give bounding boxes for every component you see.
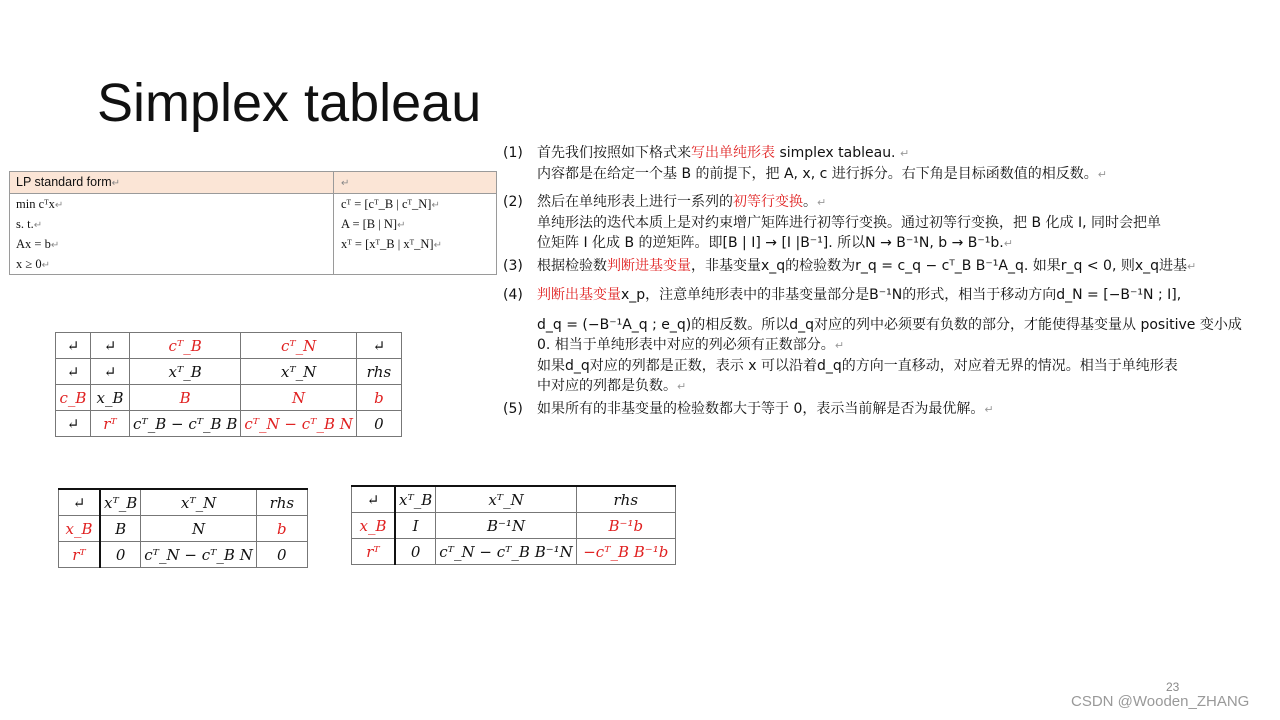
t3-cell: ↵ <box>352 486 396 513</box>
note-3-text: 根据检验数 <box>537 258 607 274</box>
t1-xb-header: xᵀ_B <box>130 359 241 385</box>
note-1-text: 首先我们按照如下格式来 <box>537 145 691 161</box>
t1-reduced-b: cᵀ_B − cᵀ_B B <box>130 411 241 437</box>
lp-box-header-label: LP standard form↵ <box>16 175 121 189</box>
lp-objective: min cᵀx↵ <box>16 197 64 211</box>
lp-box-header-right: ↵ <box>341 178 350 189</box>
t3-zero: 0 <box>395 539 436 565</box>
note-4-number: (4) <box>503 287 523 303</box>
tableau-general <box>55 332 402 437</box>
note-5-text: 如果所有的非基变量的检验数都大于等于 0，表示当前解是否为最优解。 <box>537 401 985 417</box>
note-4: (4) 判断出基变量x_p，注意单纯形表中的非基变量部分是B⁻¹N的形式，相当于移动方向d_N = [−B⁻¹N ; I], d_q = (−B⁻¹A_q ; e_q)的相反数。所以d_q对应的列中必须要有负数的部分，才能使得基变量从 positive 变小成 0. 相当于单纯形表中对应的列必须有正数部分。↵ 如果d_q对应的列都是正数，表示 x 可以沿着d_q的方向一直移动，对应着无界的情况。相当于单纯形表 中对应的列都是负数。↵ <box>503 287 1242 394</box>
t1-cb-label: c_B <box>56 385 91 411</box>
note-1-detail: 内容都是在给定一个基 B 的前提下，把 A, x, c 进行拆分。右下角是目标函数值的相反数。 <box>537 166 1098 182</box>
t2-obj: 0 <box>256 542 307 568</box>
note-3: (3) 根据检验数判断进基变量，非基变量x_q的检验数为r_q = c_q − cᵀ_B B⁻¹A_q. 如果r_q < 0, 则x_q进基↵ <box>503 258 1197 274</box>
lp-x-split: xᵀ = [xᵀ_B | xᵀ_N]↵ <box>341 237 442 251</box>
t1-xn-header: xᵀ_N <box>241 359 357 385</box>
slide-title: Simplex tableau <box>97 73 482 133</box>
lp-box-divider <box>333 172 334 274</box>
t1-cell: ↵ <box>91 359 130 385</box>
lp-standard-form-box <box>9 171 497 275</box>
lp-subject-to: s. t.↵ <box>16 217 43 231</box>
note-1-tail: simplex tableau. <box>775 145 896 161</box>
note-4-detail-2: 0. 相当于单纯形表中对应的列必须有正数部分。 <box>537 337 835 353</box>
t2-xb-header: xᵀ_B <box>100 489 141 516</box>
t1-b-cell: B <box>130 385 241 411</box>
notes-list <box>503 143 1263 420</box>
note-2-detail-1: 单纯形法的迭代本质上是对约束增广矩阵进行初等行变换。通过初等行变换，把 B 化成 I, 同时会把单 <box>537 215 1161 231</box>
t1-obj: 0 <box>356 411 401 437</box>
t3-binv-b: B⁻¹b <box>576 513 675 539</box>
note-3-tail: ，非基变量x_q的检验数为r_q = c_q − cᵀ_B B⁻¹A_q. 如果r_q < 0, 则x_q进基 <box>691 258 1188 274</box>
t2-reduced-n: cᵀ_N − cᵀ_B N <box>141 542 257 568</box>
t1-rhs-b: b <box>356 385 401 411</box>
t1-cell: ↵ <box>56 359 91 385</box>
note-1: (1) 首先我们按照如下格式来写出单纯形表 simplex tableau. ↵ 内容都是在给定一个基 B 的前提下，把 A, x, c 进行拆分。右下角是目标函数值的相反数。↵ <box>503 145 1107 182</box>
note-1-highlight: 写出单纯形表 <box>691 145 775 161</box>
t3-i-cell: I <box>395 513 436 539</box>
t1-cell: ↵ <box>356 333 401 359</box>
t3-reduced-n: cᵀ_N − cᵀ_B B⁻¹N <box>436 539 577 565</box>
t3-xn-header: xᵀ_N <box>436 486 577 513</box>
lp-a-split: A = [B | N]↵ <box>341 217 406 231</box>
watermark: CSDN @Wooden_ZHANG <box>1071 693 1250 710</box>
note-2-number: (2) <box>503 194 523 210</box>
note-2: (2) 然后在单纯形表上进行一系列的初等行变换。↵ 单纯形法的迭代本质上是对约束增广矩阵进行初等行变换。通过初等行变换，把 B 化成 I, 同时会把单 位矩阵 I 化成 B 的逆矩阵。即[B | I] → [I |B⁻¹]. 所以N → B⁻¹N, b → B⁻¹b.↵ <box>503 194 1161 251</box>
t1-xb-label: x_B <box>91 385 130 411</box>
page-number: 23 <box>1166 680 1180 694</box>
lp-constraint: Ax = b↵ <box>16 237 60 251</box>
note-2-highlight: 初等行变换 <box>733 194 803 210</box>
t2-zero: 0 <box>100 542 141 568</box>
t3-xb-header: xᵀ_B <box>395 486 436 513</box>
t3-binv-n: B⁻¹N <box>436 513 577 539</box>
t2-xn-header: xᵀ_N <box>141 489 257 516</box>
t1-cn-header: cᵀ_N <box>241 333 357 359</box>
t2-n-cell: N <box>141 516 257 542</box>
t1-rhs-header: rhs <box>356 359 401 385</box>
t3-rhs-header: rhs <box>576 486 675 513</box>
note-4-detail-3: 如果d_q对应的列都是正数，表示 x 可以沿着d_q的方向一直移动，对应着无界的情况。相当于单纯形表 <box>537 358 1178 374</box>
t3-rt-label: rᵀ <box>352 539 396 565</box>
tableau-before-pivot <box>58 488 308 568</box>
t3-xb-label: x_B <box>352 513 396 539</box>
t1-cell: ↵ <box>56 411 91 437</box>
note-4-highlight: 判断出基变量 <box>537 287 621 303</box>
t2-xb-label: x_B <box>59 516 101 542</box>
note-4-detail-1: d_q = (−B⁻¹A_q ; e_q)的相反数。所以d_q对应的列中必须要有负数的部分，才能使得基变量从 positive 变小成 <box>537 317 1242 333</box>
note-3-number: (3) <box>503 258 523 274</box>
t1-rt-label: rᵀ <box>91 411 130 437</box>
t2-cell: ↵ <box>59 489 101 516</box>
t2-b-cell: B <box>100 516 141 542</box>
lp-c-split: cᵀ = [cᵀ_B | cᵀ_N]↵ <box>341 197 440 211</box>
note-3-highlight: 判断进基变量 <box>607 258 691 274</box>
t1-cb-header: cᵀ_B <box>130 333 241 359</box>
note-5-number: (5) <box>503 401 523 417</box>
tableau-after-pivot <box>351 485 676 565</box>
t1-n-cell: N <box>241 385 357 411</box>
lp-nonnegativity: x ≥ 0↵ <box>16 257 51 271</box>
note-4-detail-4: 中对应的列都是负数。 <box>537 378 677 394</box>
t2-rhs-header: rhs <box>256 489 307 516</box>
note-2-detail-2: 位矩阵 I 化成 B 的逆矩阵。即[B | I] → [I |B⁻¹]. 所以N → B⁻¹N, b → B⁻¹b. <box>537 235 1004 251</box>
note-5: (5) 如果所有的非基变量的检验数都大于等于 0，表示当前解是否为最优解。↵ <box>503 401 994 417</box>
note-2-text: 然后在单纯形表上进行一系列的 <box>537 194 733 210</box>
t2-rt-label: rᵀ <box>59 542 101 568</box>
note-4-tail: x_p，注意单纯形表中的非基变量部分是B⁻¹N的形式，相当于移动方向d_N = [−B⁻¹N ; I], <box>621 287 1182 303</box>
note-2-tail: 。 <box>803 194 817 210</box>
t1-reduced-n: cᵀ_N − cᵀ_B N <box>241 411 357 437</box>
note-1-number: (1) <box>503 145 523 161</box>
t3-obj: −cᵀ_B B⁻¹b <box>576 539 675 565</box>
t2-rhs-b: b <box>256 516 307 542</box>
t1-cell: ↵ <box>91 333 130 359</box>
t1-cell: ↵ <box>56 333 91 359</box>
